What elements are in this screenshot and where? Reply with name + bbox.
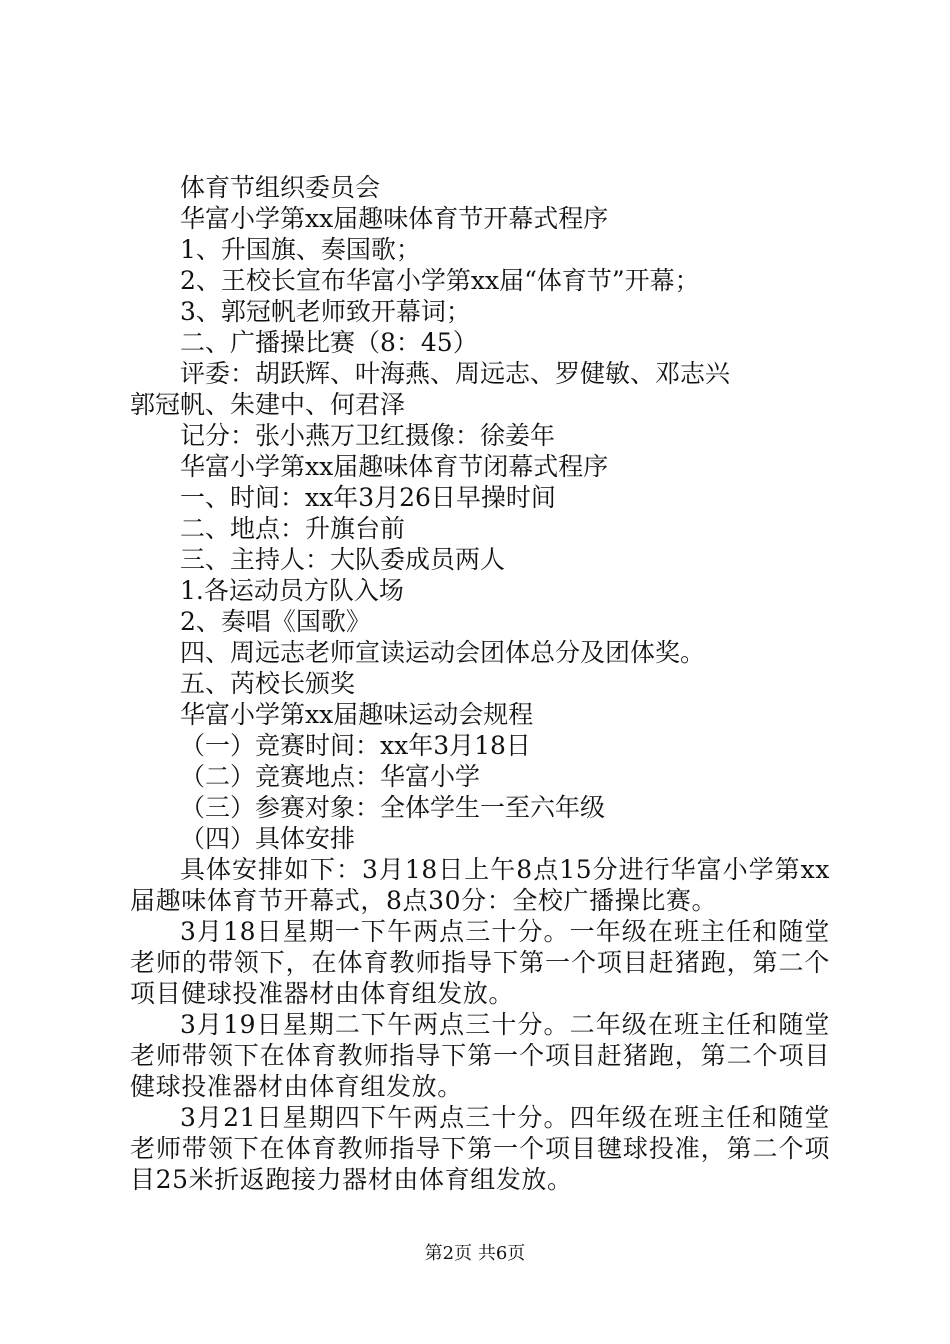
section-heading: 华富小学第xx届趣味体育节闭幕式程序 (180, 452, 609, 481)
section-heading: 华富小学第xx届趣味运动会规程 (180, 700, 534, 729)
text-line: 二、地点：升旗台前 (180, 514, 406, 543)
body-paragraph: 3月21日星期四下午两点三十分。四年级在班主任和随堂老师带领下在体育教师指导下第一个项目毽球投准，第二个项目25米折返跑接力器材由体育组发放。 (130, 1103, 830, 1194)
text-line: 一、时间：xx年3月26日早操时间 (180, 483, 556, 512)
text-line: （三）参赛对象：全体学生一至六年级 (180, 793, 606, 822)
text-line: 记分：张小燕万卫红摄像：徐姜年 (180, 421, 556, 450)
body-paragraph: 3月19日星期二下午两点三十分。二年级在班主任和随堂老师带领下在体育教师指导下第一个项目赶猪跑，第二个项目健球投准器材由体育组发放。 (130, 1010, 830, 1101)
text-line: 五、芮校长颁奖 (180, 669, 356, 698)
text-line: 三、主持人：大队委成员两人 (180, 545, 506, 574)
text-line: （四）具体安排 (180, 824, 356, 853)
document-body (130, 172, 830, 1195)
page-number-footer: 第2页 共6页 (424, 1243, 526, 1264)
text-line: 3、郭冠帆老师致开幕词； (180, 297, 471, 326)
body-paragraph: 3月18日星期一下午两点三十分。一年级在班主任和随堂老师的带领下，在体育教师指导下第一个项目赶猪跑，第二个项目健球投准器材由体育组发放。 (130, 917, 830, 1008)
text-line: 2、王校长宣布华富小学第xx届“体育节”开幕； (180, 266, 700, 295)
section-heading: 华富小学第xx届趣味体育节开幕式程序 (180, 204, 609, 233)
text-line: 郭冠帆、朱建中、何君泽 (130, 390, 406, 419)
text-line: 体育节组织委员会 (180, 173, 381, 202)
text-line: 评委：胡跃辉、叶海燕、周远志、罗健敏、邓志兴 (180, 359, 731, 388)
body-paragraph: 具体安排如下：3月18日上午8点15分进行华富小学第xx届趣味体育节开幕式，8点30分：全校广播操比赛。 (130, 855, 830, 915)
text-line: 二、广播操比赛（8：45） (180, 328, 478, 357)
text-line: 1.各运动员方队入场 (180, 576, 404, 605)
text-line: （一）竞赛时间：xx年3月18日 (180, 731, 531, 760)
text-line: （二）竞赛地点：华富小学 (180, 762, 481, 791)
text-line: 2、奏唱《国歌》 (180, 607, 371, 636)
text-line: 四、周远志老师宣读运动会团体总分及团体奖。 (180, 638, 706, 667)
text-line: 1、升国旗、奏国歌； (180, 235, 421, 264)
